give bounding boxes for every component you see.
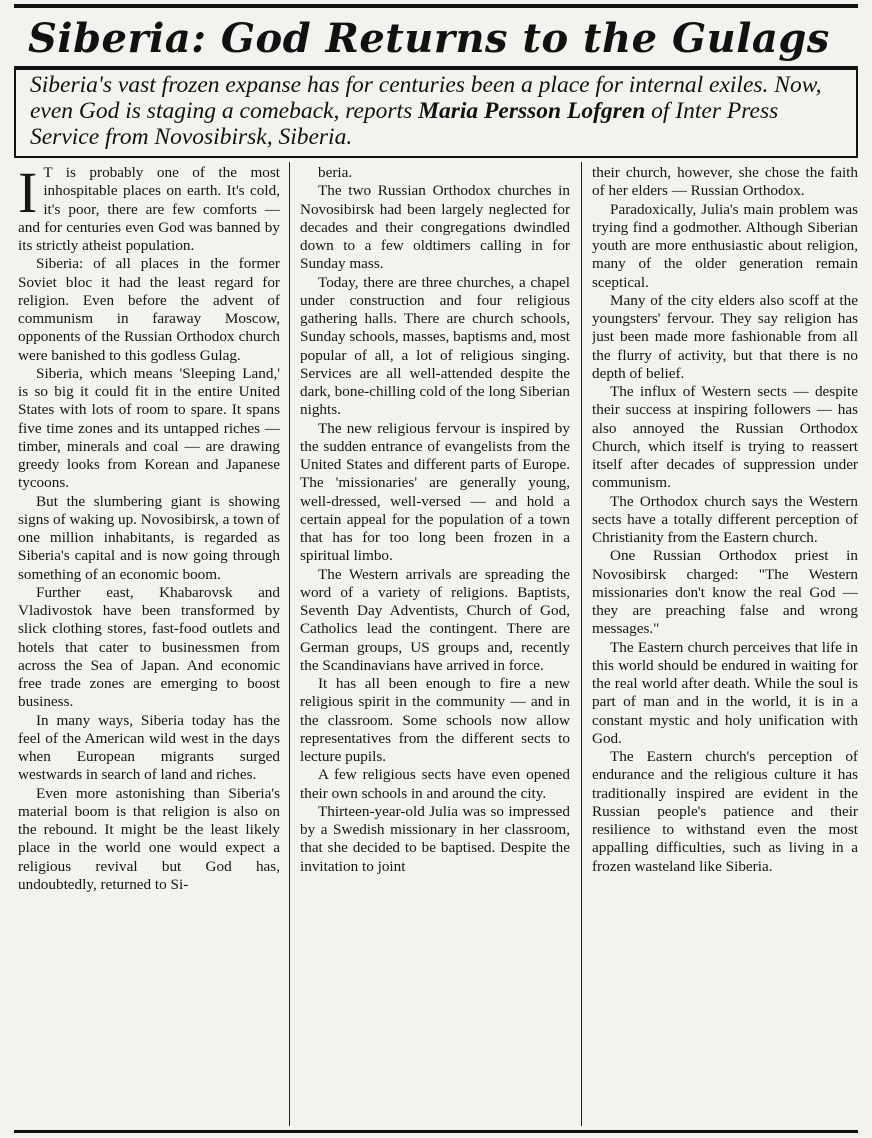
paragraph: The Eastern church perceives that life in this world should be endured in waiting for the real world after death. While the soul is part of man and in the world, it is in a constant mystic and holy unification with God.: [592, 638, 858, 747]
drop-cap: I: [18, 164, 38, 225]
paragraph: beria.: [318, 164, 353, 181]
paragraph: The Eastern church's perception of endurance and the religious culture it has traditionally inspired are evident in the Russian people's patience and their resilience to withstand even the most appalling difficulties, such as living in a frozen wasteland like Siberia.: [592, 748, 858, 875]
paragraph: The Orthodox church says the Western sects have a totally different perception of Christianity from the Eastern church.: [592, 492, 858, 546]
column-rule-1: [289, 162, 290, 1126]
paragraph: Even more astonishing than Siberia's material boom is that religion is also on the rebound. It might be the least likely place in the world one would expect a religious revival but God has, undoubtedly, returned to Si-: [18, 784, 280, 893]
paragraph: The new religious fervour is inspired by the sudden entrance of evangelists from the United States and different parts of Europe. The 'missionaries' are generally young, well-dressed, well-versed — and hold a certain appeal for the population of a town that has for too long been frozen in a spiritual limbo.: [300, 419, 570, 565]
paragraph-text: T is probably one of the most inhospitable places on earth. It's cold, it's poor, there are few comforts — and for centuries even God was banned by its strictly atheist population.: [18, 164, 280, 254]
paragraph: Siberia: of all places in the former Soviet bloc it had the least regard for religion. Even before the advent of communism in faraway Moscow, opponents of the Russian Orthodox church were banished to this godless Gulag.: [18, 255, 280, 364]
paragraph: The influx of Western sects — despite their success at inspiring followers — has also annoyed the Russian Orthodox Church, which itself is trying to reassert itself after decades of suppression under communism.: [592, 383, 858, 492]
column-3: [592, 164, 858, 1126]
headline: Siberia: God Returns to the Gulags: [28, 15, 830, 62]
bottom-rule: [14, 1130, 858, 1133]
paragraph: Today, there are three churches, a chapel under construction and four religious gathering halls. There are church schools, Sunday schools, masses, baptisms and, most popular of all, a lot of religious singing. Services are all well-attended despite the dark, bone-chilling cold of the long Siberian nights.: [300, 273, 570, 419]
paragraph: [18, 164, 280, 255]
paragraph: Further east, Khabarovsk and Vladivostok have been transformed by slick clothing stores, fast-food outlets and hotels that cater to businessmen from across the Sea of Japan. And economic free trade zones are emerging to boost business.: [18, 583, 280, 711]
column-1: [18, 164, 280, 1126]
paragraph: In many ways, Siberia today has the feel of the American wild west in the days when European migrants surged westwards in search of land and riches.: [18, 711, 280, 784]
column-2: [300, 164, 570, 1126]
deck-box: [14, 68, 858, 158]
paragraph: their church, however, she chose the faith of her elders — Russian Orthodox.: [592, 164, 858, 200]
column-rule-2: [581, 162, 582, 1126]
paragraph: Thirteen-year-old Julia was so impressed by a Swedish missionary in her classroom, that she decided to be baptised. Despite the invitation to joint: [300, 802, 570, 875]
paragraph: Many of the city elders also scoff at the youngsters' fervour. They say religion has just been made more fashionable from all the flurry of activity, but that there is no depth of belief.: [592, 291, 858, 382]
paragraph: The two Russian Orthodox churches in Novosibirsk had been largely neglected for decades and their congregations dwindled down to a few oldtimers calling in for Sunday mass.: [300, 182, 570, 273]
paragraph: Siberia, which means 'Sleeping Land,' is so big it could fit in the entire United States with lots of room to spare. It spans five time zones and its untapped riches — timber, minerals and coal — are drawing greedy looks from Korean and Japanese tycoons.: [18, 364, 280, 492]
paragraph: One Russian Orthodox priest in Novosibirsk charged: "The Western missionaries don't know the real God — they are preaching false and wrong messages.": [592, 547, 858, 638]
paragraph: The Western arrivals are spreading the word of a variety of religions. Baptists, Seventh Day Adventists, Church of God, Catholics lead the contingent. There are German groups, US groups and, recently the Scandinavians have arrived in force.: [300, 565, 570, 674]
deck-author: Maria Persson Lofgren: [418, 98, 646, 124]
paragraph: It has all been enough to fire a new religious spirit in the community — and in the classroom. Some schools now allow representatives from the different sects to lecture pupils.: [300, 675, 570, 765]
paragraph: Paradoxically, Julia's main problem was trying find a godmother. Although Siberian youth are more enthusiastic about religion, many of the older generation remain sceptical.: [592, 200, 858, 291]
top-rule: [14, 4, 858, 8]
paragraph: But the slumbering giant is showing signs of waking up. Novosibirsk, a town of one million inhabitants, is regarded as Siberia's capital and is now going through something of an economic boom.: [18, 492, 280, 583]
deck-text-after: of Inter Press Service from Novosibirsk, Siberia.: [30, 98, 779, 150]
paragraph: A few religious sects have even opened their own schools in and around the city.: [300, 766, 570, 802]
deck-text-before: Siberia's vast frozen expanse has for centuries been a place for internal exiles. Now, even God is staging a comeback, reports: [30, 72, 822, 124]
